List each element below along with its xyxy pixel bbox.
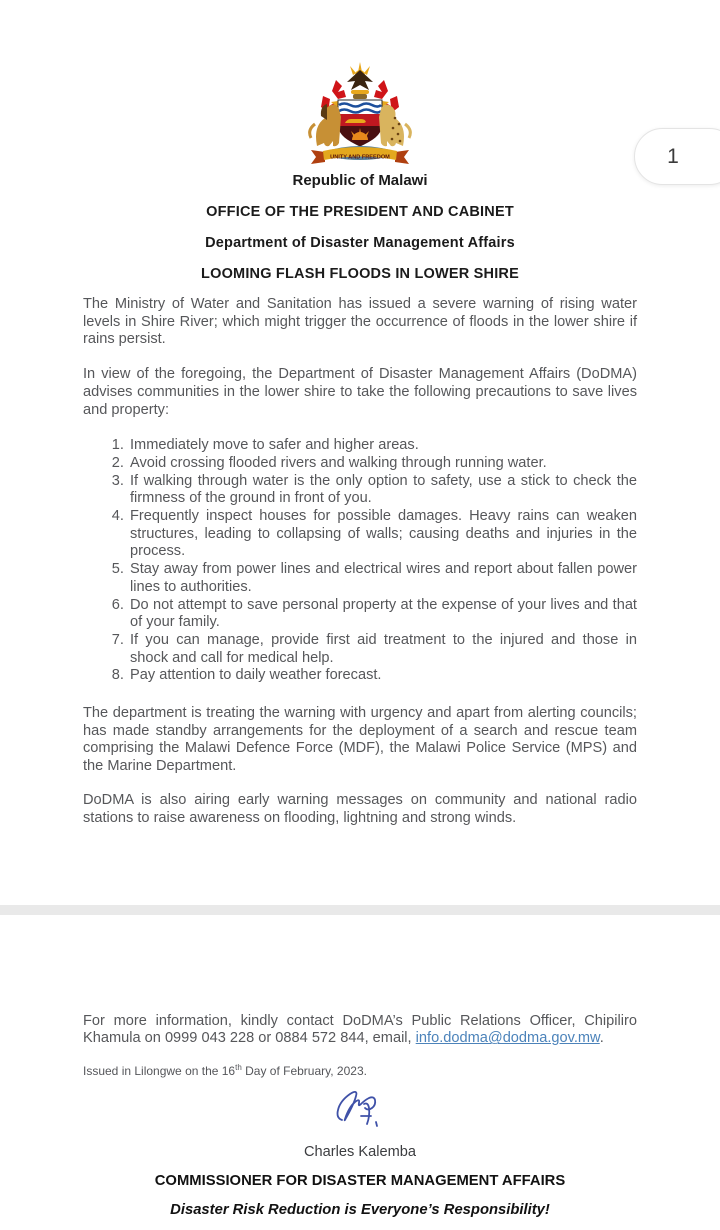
coat-of-arms: [83, 62, 637, 169]
list-item: 5. Stay away from power lines and electrical wires and report about fallen power lines to authorities.: [128, 561, 637, 596]
paragraph-response: The department is treating the warning with urgency and apart from alerting councils; has made standby arrangements for the deployment of a search and rescue team comprising the Malawi Defence Force (MDF), the Malawi Police Service (MPS) and the Marine Department.: [83, 705, 637, 775]
contact-paragraph: [83, 1013, 637, 1048]
contact-email-link[interactable]: info.dodma@dodma.gov.mw: [415, 1030, 600, 1047]
office-heading: OFFICE OF THE PRESIDENT AND CABINET: [206, 204, 514, 220]
paragraph-advisory: In view of the foregoing, the Department of Disaster Management Affairs (DoDMA) advises communities in the lower shire to take the following precautions to save lives and property:: [83, 366, 637, 418]
department-heading: Department of Disaster Management Affairs: [205, 235, 515, 251]
signatory-title: COMMISSIONER FOR DISASTER MANAGEMENT AFFAIRS: [154, 1172, 566, 1189]
list-item: 6. Do not attempt to save personal property at the expense of your lives and that of your family.: [128, 597, 637, 632]
list-item: 1. Immediately move to safer and higher areas.: [128, 437, 637, 455]
list-item: 7. If you can manage, provide first aid treatment to the injured and those in shock and call for medical help.: [128, 632, 637, 667]
list-item: 4. Frequently inspect houses for possible damages. Heavy rains can weaken structures, leading to collapsing of walls; causing deaths and injuries in the process.: [128, 508, 637, 561]
page-number-indicator: [634, 128, 720, 185]
coat-of-arms-motto: UNITY AND FREEDOM: [330, 154, 390, 161]
document-title: LOOMING FLASH FLOODS IN LOWER SHIRE: [201, 266, 519, 282]
list-item: 8. Pay attention to daily weather forecast.: [128, 667, 637, 685]
contact-text-end: .: [599, 1030, 604, 1047]
signatory-name: Charles Kalemba: [304, 1143, 416, 1160]
list-item: 3. If walking through water is the only option to safety, use a stick to check the firmness of the ground in front of you.: [128, 473, 637, 508]
paragraph-radio: DoDMA is also airing early warning messages on community and national radio stations to raise awareness on flooding, lightning and strong winds.: [83, 791, 637, 826]
page-break-separator: [0, 905, 720, 915]
list-item: 2. Avoid crossing flooded rivers and walking through running water.: [128, 455, 637, 473]
malawi-coat-of-arms-icon: [303, 62, 417, 164]
page-number: 1: [667, 144, 679, 168]
handwritten-signature-icon: [320, 1082, 400, 1134]
paragraph-warning: The Ministry of Water and Sanitation has issued a severe warning of rising water levels in Shire River; which might trigger the occurrence of floods in the lower shire if rains persist.: [83, 296, 637, 348]
signature-block: [83, 1082, 637, 1134]
precautions-list: [83, 437, 637, 685]
slogan: Disaster Risk Reduction is Everyone’s Responsibility!: [170, 1201, 550, 1218]
issued-line: Issued in Lilongwe on the 16th Day of February, 2023.: [83, 1062, 367, 1078]
contact-text: For more information, kindly contact DoDMA’s Public Relations Officer, Chipiliro Khamula on 0999 043 228 or 0884 572 844, email,: [83, 1012, 637, 1047]
republic-title: Republic of Malawi: [292, 172, 428, 189]
document-page-2: [83, 998, 637, 1218]
